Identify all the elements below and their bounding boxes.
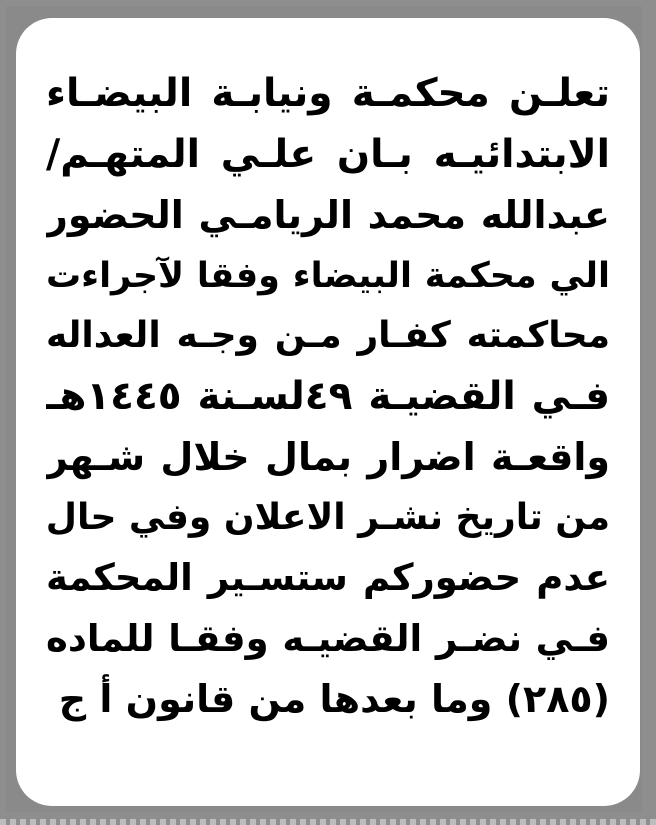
notice-line-2: الابتدائيـه بـان علـي المتهـم/ [46,131,610,177]
notice-line-7: واقعـة اضرار بمال خلال شـهر [46,435,610,479]
notice-line-9: عدم حضوركم ستسـير المحكمة [46,556,610,599]
bottom-dashed-border [0,819,656,825]
notice-card [16,18,640,806]
notice-line-3: عبدالله محمد الريامـي الحضور [46,193,610,237]
notice-line-10: فـي نضـر القضيـه وفقـا للماده [46,616,610,660]
notice-line-1: تعلـن محكمـة ونيابـة البيضـاء [46,71,610,116]
notice-line-4: الي محكمة البيضاء وفقا لآجراءت [46,255,610,296]
notice-line-5: محاكمته كفـار مـن وجـه العداله [46,315,610,356]
court-notice-text [46,64,610,730]
page-frame [6,6,642,812]
notice-line-8: من تاريخ نشـر الاعلان وفي حال [46,496,610,538]
notice-line-11: (٢٨٥) وما بعدها من قانون أ ج [58,677,610,721]
notice-line-6: فـي القضيـة ٤٩لسـنة ١٤٤٥هـ [46,373,610,419]
